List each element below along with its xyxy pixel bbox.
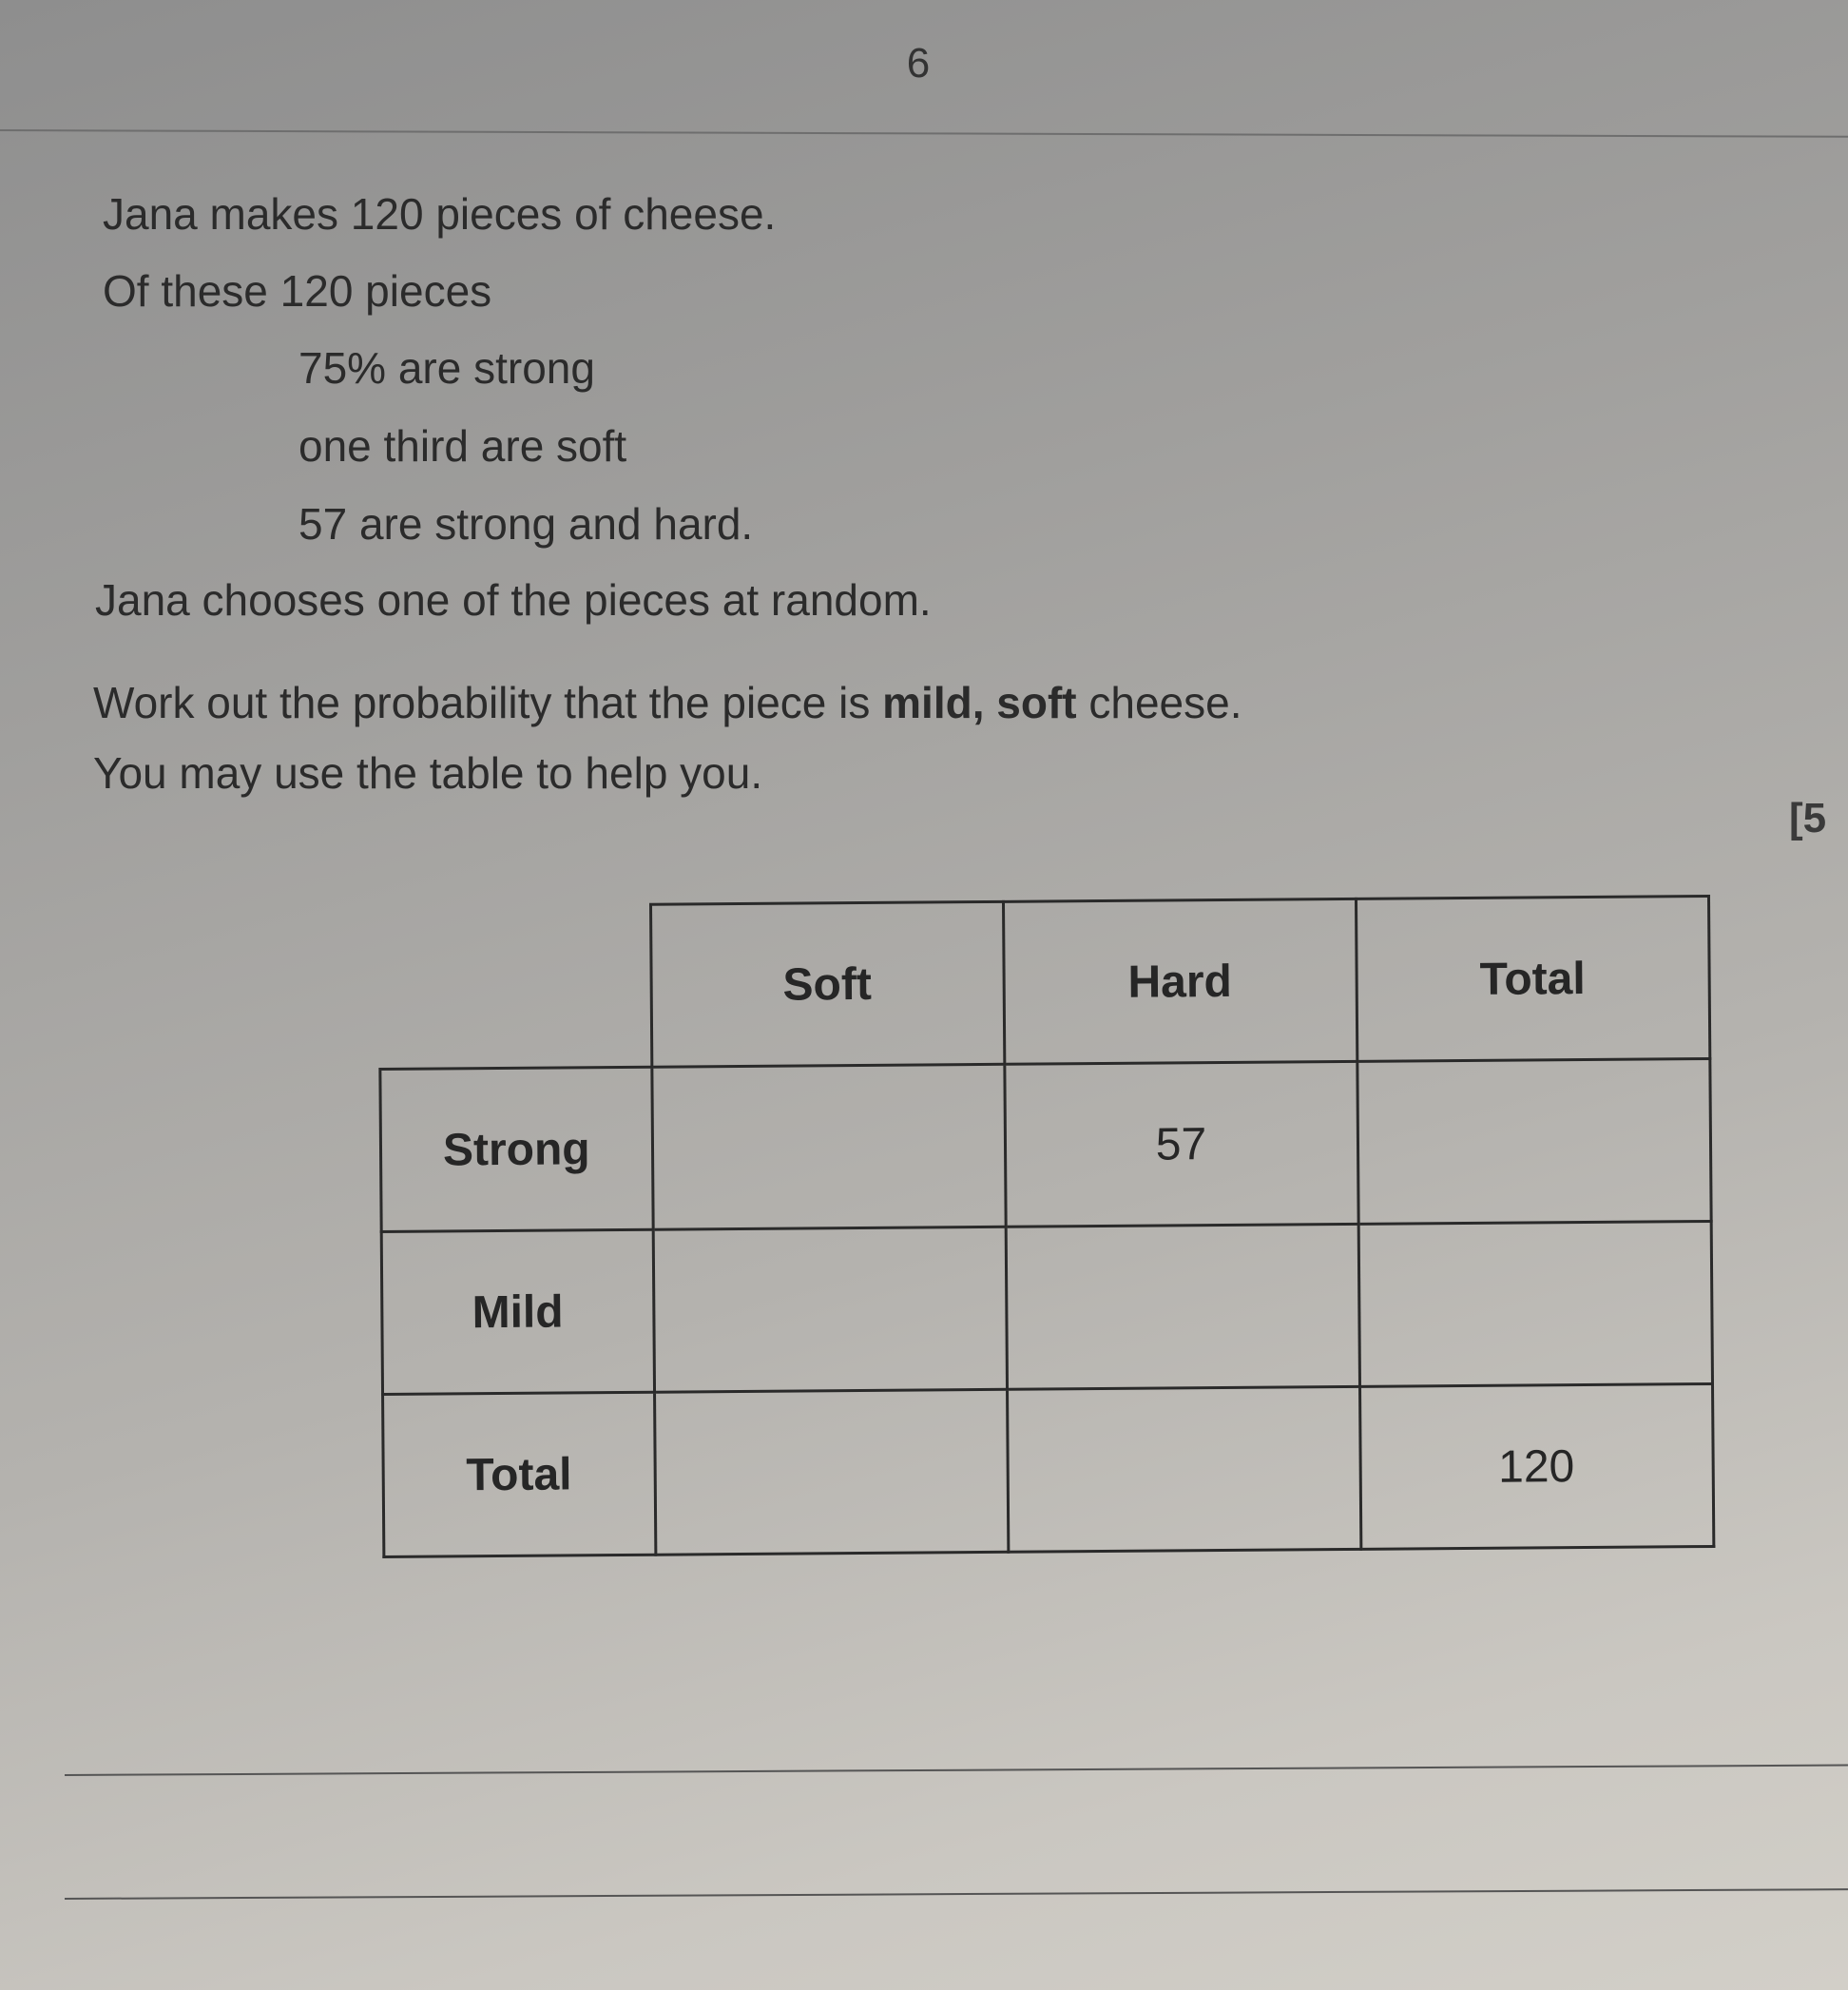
table-header-row (379, 897, 1710, 1070)
task-text-start: Work out the probability that the piece is (93, 678, 883, 727)
marks-label: [5 (1789, 795, 1827, 841)
page-number: 6 (906, 40, 931, 87)
cell-mild-soft[interactable] (653, 1227, 1007, 1392)
row-header-total: Total (383, 1392, 656, 1556)
col-header-hard: Hard (1003, 898, 1357, 1064)
question-choice: Jana chooses one of the pieces at random. (95, 575, 932, 625)
row-header-mild: Mild (381, 1229, 654, 1394)
answer-line-2[interactable] (65, 1888, 1848, 1900)
cell-total-total: 120 (1359, 1383, 1713, 1549)
table-row-mild (381, 1221, 1712, 1394)
table-row-total (383, 1383, 1714, 1556)
table-row-strong (380, 1058, 1711, 1231)
cell-total-soft[interactable] (654, 1389, 1008, 1555)
task-text-end: cheese. (1076, 678, 1242, 727)
answer-line-1[interactable] (65, 1765, 1848, 1776)
cell-mild-hard[interactable] (1006, 1224, 1359, 1389)
cell-mild-total[interactable] (1358, 1221, 1712, 1386)
question-task (93, 677, 1242, 728)
two-way-table (377, 895, 1715, 1558)
cell-strong-total[interactable] (1357, 1058, 1710, 1224)
col-header-total: Total (1356, 897, 1709, 1062)
task-text-bold: mild, soft (882, 678, 1077, 727)
header-rule (0, 129, 1848, 138)
row-header-strong: Strong (380, 1067, 653, 1231)
table-corner-cell (379, 904, 652, 1069)
question-intro: Jana makes 120 pieces of cheese. (103, 189, 777, 239)
cell-total-hard[interactable] (1007, 1386, 1360, 1552)
question-hint: You may use the table to help you. (93, 748, 763, 798)
fact-strong-hard: 57 are strong and hard. (298, 499, 754, 549)
question-lead: Of these 120 pieces (103, 266, 492, 316)
col-header-soft: Soft (650, 901, 1004, 1067)
fact-soft: one third are soft (298, 421, 627, 471)
cell-strong-soft[interactable] (651, 1064, 1005, 1229)
cell-strong-hard: 57 (1004, 1061, 1357, 1227)
fact-strong: 75% are strong (298, 343, 595, 393)
